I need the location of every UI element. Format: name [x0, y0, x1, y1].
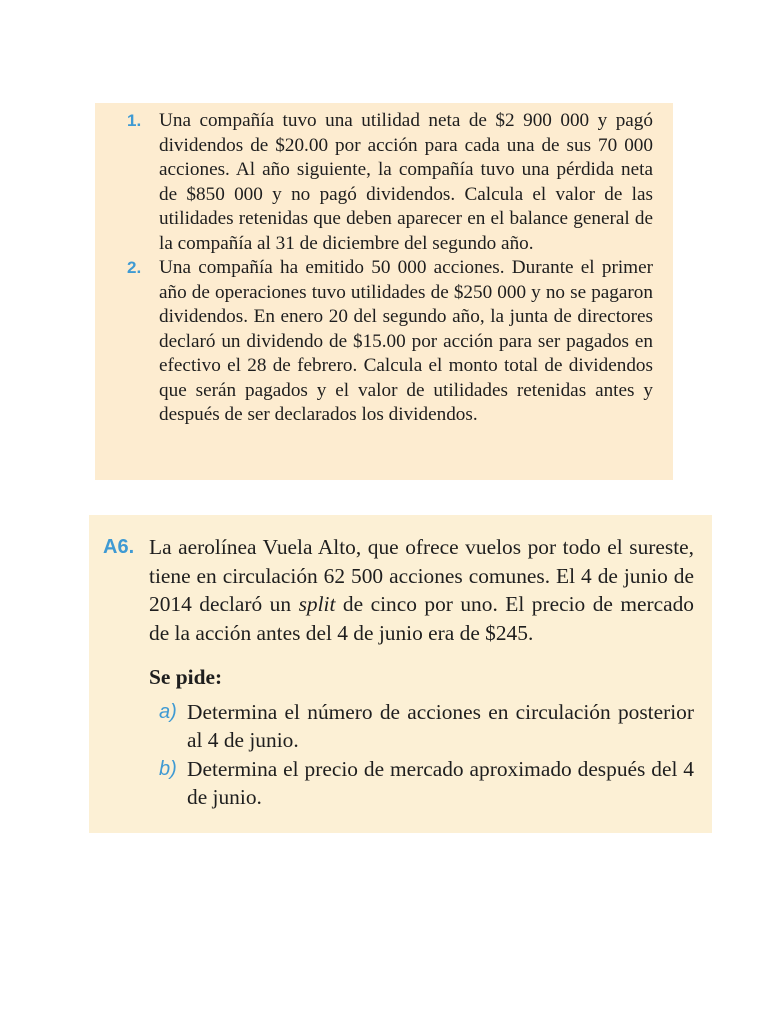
exercise-box-1	[95, 103, 673, 480]
exercise-a6	[103, 533, 694, 647]
exercise-item-2	[127, 256, 653, 428]
exercise-text: Una compañía tuvo una utilidad neta de $2 900 000 y pagó dividendos de $20.00 por acción para cada una de sus 70 000 acciones. Al año siguiente, la compañía tuvo una pérdida neta de $850 000 y no pagó dividendos. Calcula el valor de las utilidades retenidas que deben aparecer en el balance general de la compañía al 31 de diciembre del segundo año.	[159, 110, 653, 254]
sub-item-b	[103, 755, 694, 812]
exercise-number: 1.	[127, 111, 142, 130]
section-heading: Se pide:	[149, 665, 223, 689]
exercise-number: 2.	[127, 258, 142, 277]
exercise-text-end: de cinco por uno. El precio de mercado de la acción antes del 4 de junio era de $245.	[149, 592, 694, 645]
exercise-text: Una compañía ha emitido 50 000 acciones. Durante el primer año de operaciones tuvo utilidades de $250 000 y no se pagaron dividendos. En enero 20 del segundo año, la junta de directores declaró un dividendo de $15.00 por acción para ser pagados en efectivo el 28 de febrero. Calcula el monto total de dividendos que serán pagados y el valor de utilidades retenidas antes y después de ser declarados los dividendos.	[159, 257, 653, 425]
sub-item-text: Determina el número de acciones en circulación posterior al 4 de junio.	[187, 699, 694, 752]
sub-item-a	[103, 698, 694, 755]
sub-item-text: Determina el precio de mercado aproximado después del 4 de junio.	[187, 756, 694, 809]
exercise-box-a6	[89, 515, 712, 833]
sub-item-letter: b)	[159, 757, 177, 780]
sub-item-letter: a)	[159, 700, 177, 723]
exercise-item-1	[127, 109, 653, 256]
exercise-number: A6.	[103, 536, 135, 558]
exercise-text-start: La aerolínea Vuela Alto, que ofrece vuelos por todo el sureste, tiene en circulación 62 500 acciones comunes. El 4 de junio de 2014 declaró un	[149, 535, 694, 616]
italic-term: split	[298, 592, 336, 616]
